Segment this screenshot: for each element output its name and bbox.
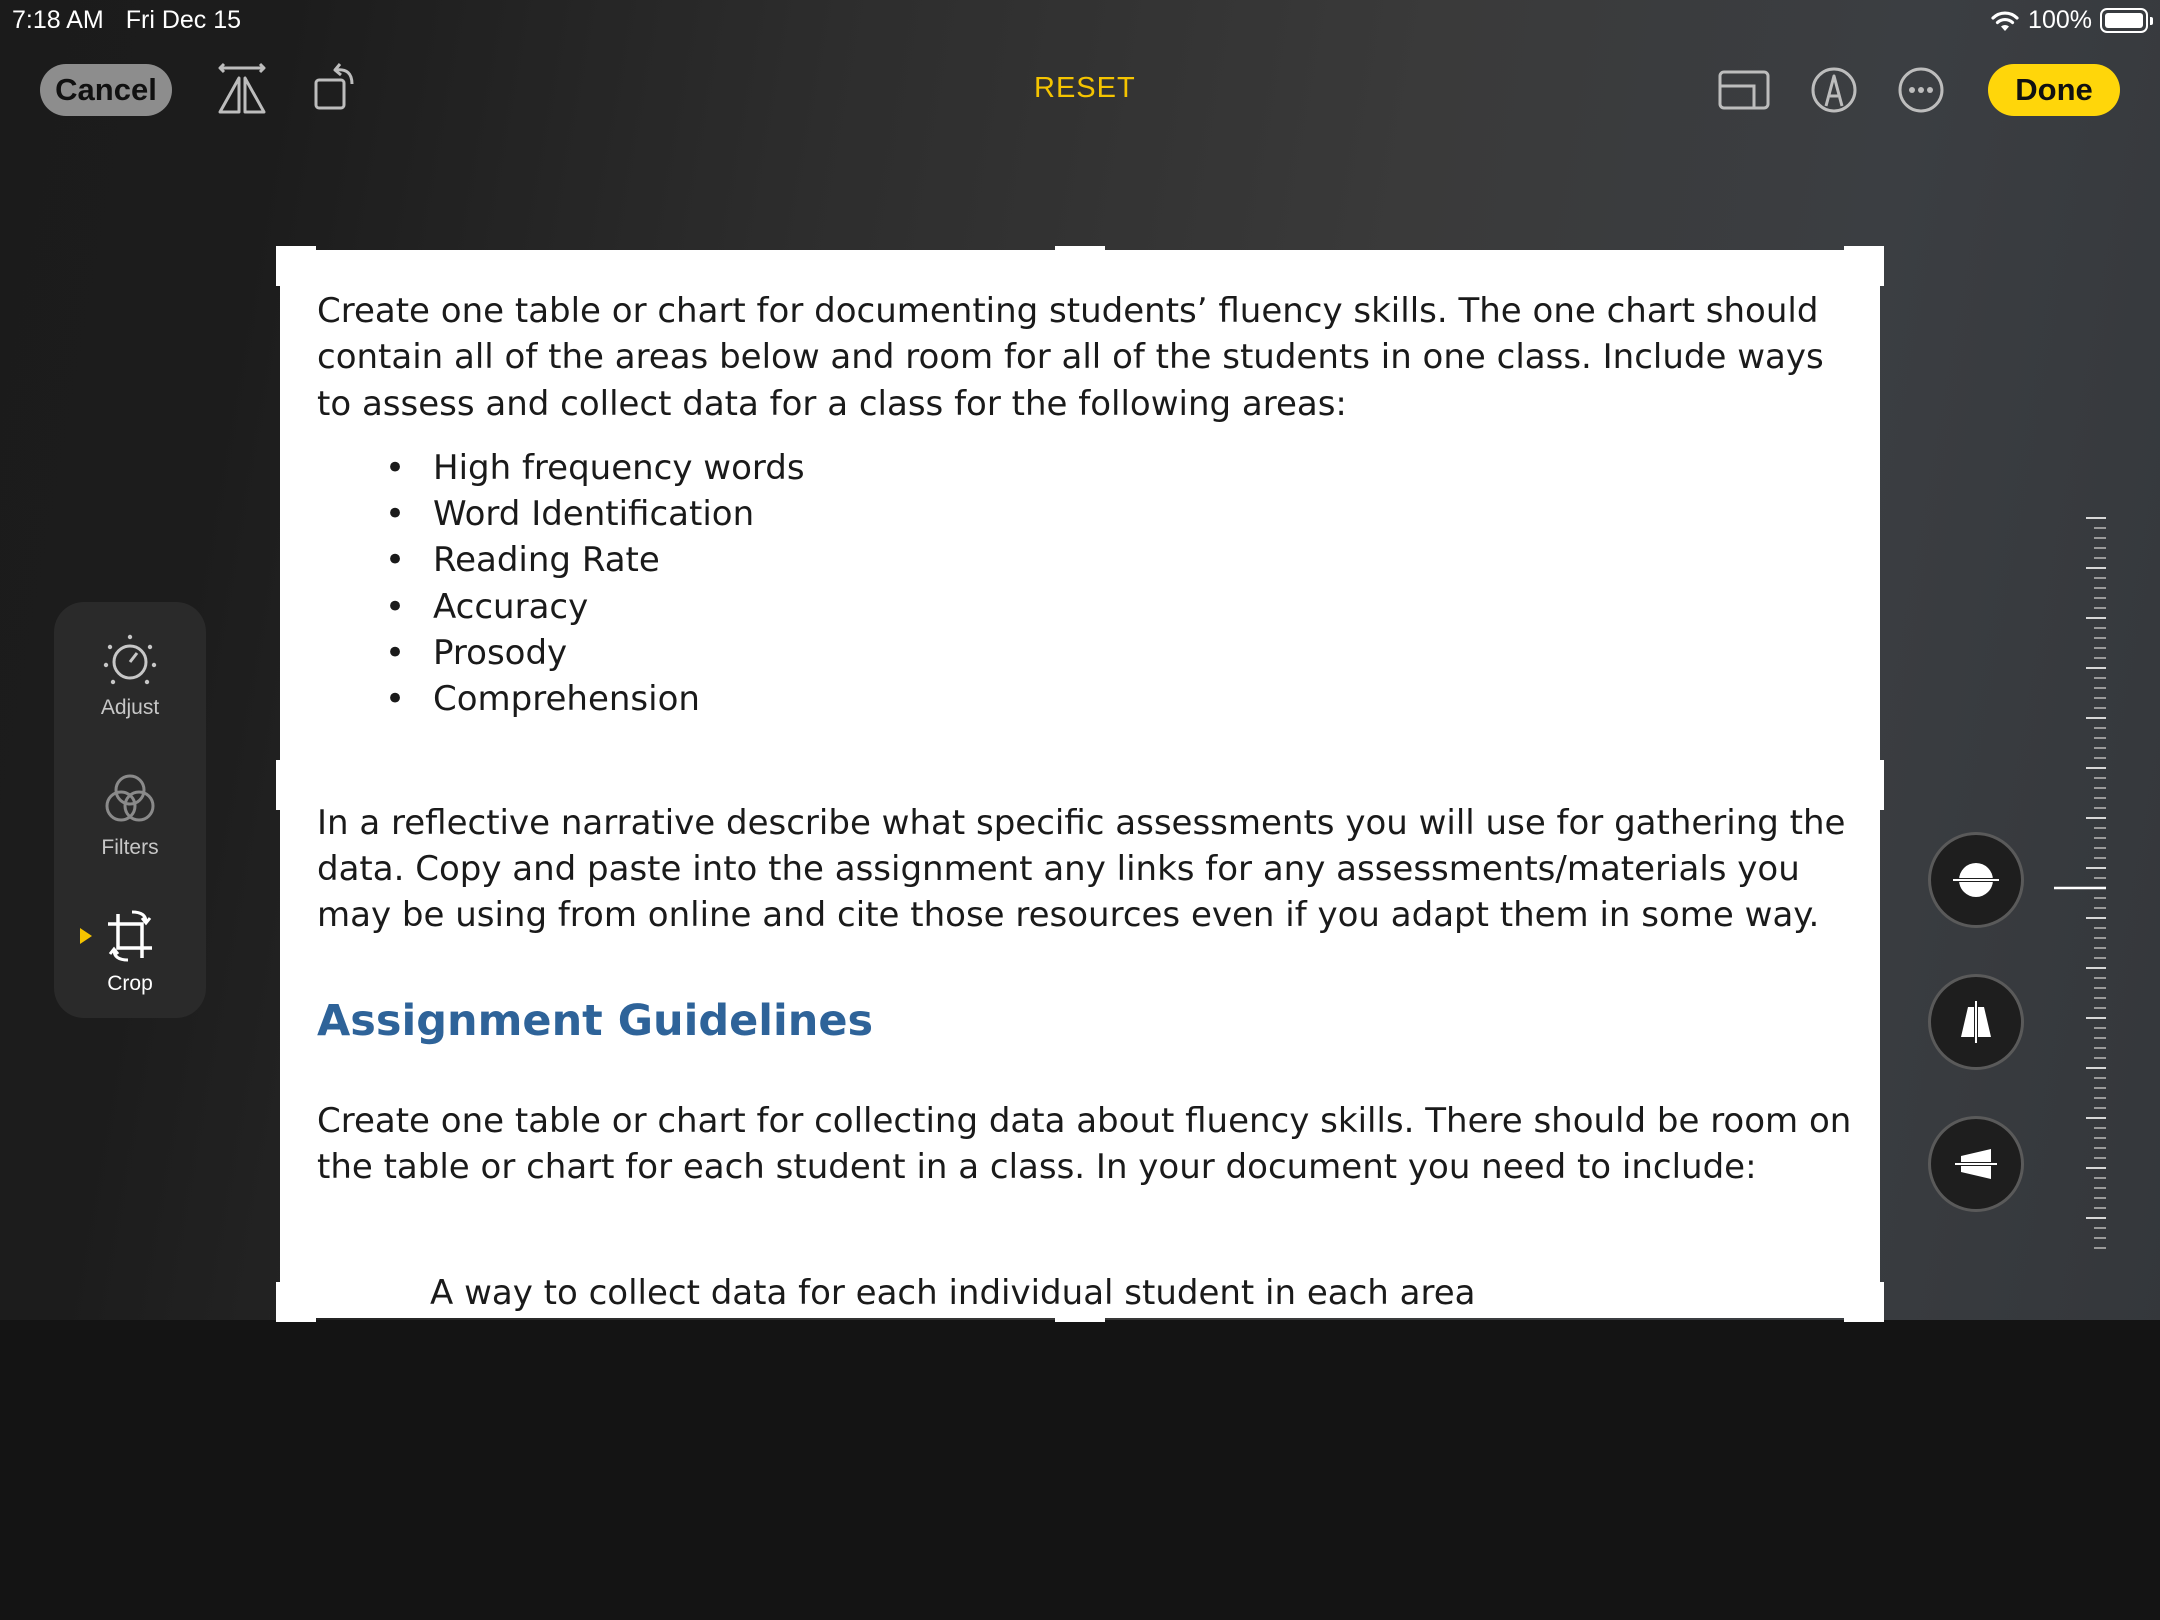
horizontal-perspective-icon: [1951, 1139, 2001, 1189]
status-time: 7:18 AM: [12, 6, 104, 34]
aspect-ratio-icon[interactable]: [1716, 62, 1772, 118]
active-tab-indicator: [80, 928, 92, 944]
status-bar-right: [1990, 6, 2148, 35]
edit-mode-panel: [54, 602, 206, 1018]
crop-handle-top-left[interactable]: [276, 246, 316, 252]
crop-handle-bottom-edge[interactable]: [1055, 1316, 1105, 1322]
crop-label: Crop: [107, 972, 153, 995]
crop-handle-bottom-left-vertical[interactable]: [276, 1282, 282, 1322]
document-content: [317, 288, 1857, 1190]
list-item: • Comprehension: [317, 676, 1857, 722]
straighten-button[interactable]: [1928, 832, 2024, 928]
doc-bullet-list: [317, 445, 1857, 723]
vertical-perspective-button[interactable]: [1928, 974, 2024, 1070]
doc-paragraph-2: In a reflective narrative describe what specific assessments you will use for gathering the data. Copy and paste into the assignment any links for any assessments/materials you may be using from online and cite those resources even if you adapt them in some way.: [317, 802, 1846, 936]
rotation-dial[interactable]: [2050, 510, 2130, 1250]
list-item: • Word Identification: [317, 491, 1857, 537]
horizontal-perspective-button[interactable]: [1928, 1116, 2024, 1212]
cancel-button[interactable]: Cancel: [40, 64, 172, 116]
crop-icon: [100, 906, 160, 966]
more-options-icon[interactable]: [1893, 62, 1949, 118]
adjust-tab[interactable]: [54, 630, 206, 720]
photo-document[interactable]: [280, 250, 1880, 1318]
reset-button[interactable]: RESET: [1034, 72, 1136, 104]
crop-handle-right-edge[interactable]: [1878, 760, 1884, 810]
list-item: • Prosody: [317, 630, 1857, 676]
crop-handle-left-edge[interactable]: [276, 760, 282, 810]
vertical-perspective-icon: [1951, 997, 2001, 1047]
doc-paragraph-3: Create one table or chart for collecting data about fluency skills. There should be room on the table or chart for each student in a class. In your document you need to include:: [317, 1100, 1852, 1187]
adjust-icon: [100, 630, 160, 690]
wifi-icon: [1990, 9, 2020, 33]
crop-handle-top-left-vertical[interactable]: [276, 246, 282, 286]
straighten-icon: [1951, 855, 2001, 905]
markup-icon[interactable]: [1806, 62, 1862, 118]
doc-paragraph-1: Create one table or chart for documenting students’ fluency skills. The one chart should contain all of the areas below and room for all of the students in one class. Include ways to assess and collect data for a class for the following areas:: [317, 291, 1824, 424]
battery-percent: 100%: [2028, 6, 2092, 34]
battery-icon: [2100, 8, 2148, 33]
doc-heading: Assignment Guidelines: [317, 995, 874, 1046]
filters-label: Filters: [101, 836, 159, 859]
done-button[interactable]: Done: [1988, 64, 2120, 116]
crop-handle-top-edge[interactable]: [1055, 246, 1105, 252]
filters-tab[interactable]: [54, 770, 206, 860]
crop-tab[interactable]: [54, 906, 206, 996]
crop-handle-bottom-left[interactable]: [276, 1316, 316, 1322]
editor-bottom-area: [0, 1320, 2160, 1620]
list-item: • Accuracy: [317, 584, 1857, 630]
list-item: • High frequency words: [317, 445, 1857, 491]
status-bar-left: [12, 6, 241, 35]
flip-icon[interactable]: [214, 62, 270, 118]
status-date: Fri Dec 15: [125, 6, 242, 34]
adjust-label: Adjust: [100, 696, 160, 719]
filters-icon: [100, 770, 160, 830]
rotate-icon[interactable]: [306, 62, 362, 118]
doc-cutoff-text: A way to collect data for each individual student in each area: [430, 1273, 1476, 1313]
crop-handle-bottom-right-vertical[interactable]: [1878, 1282, 1884, 1322]
crop-handle-top-right-vertical[interactable]: [1878, 246, 1884, 286]
list-item: • Reading Rate: [317, 537, 1857, 583]
